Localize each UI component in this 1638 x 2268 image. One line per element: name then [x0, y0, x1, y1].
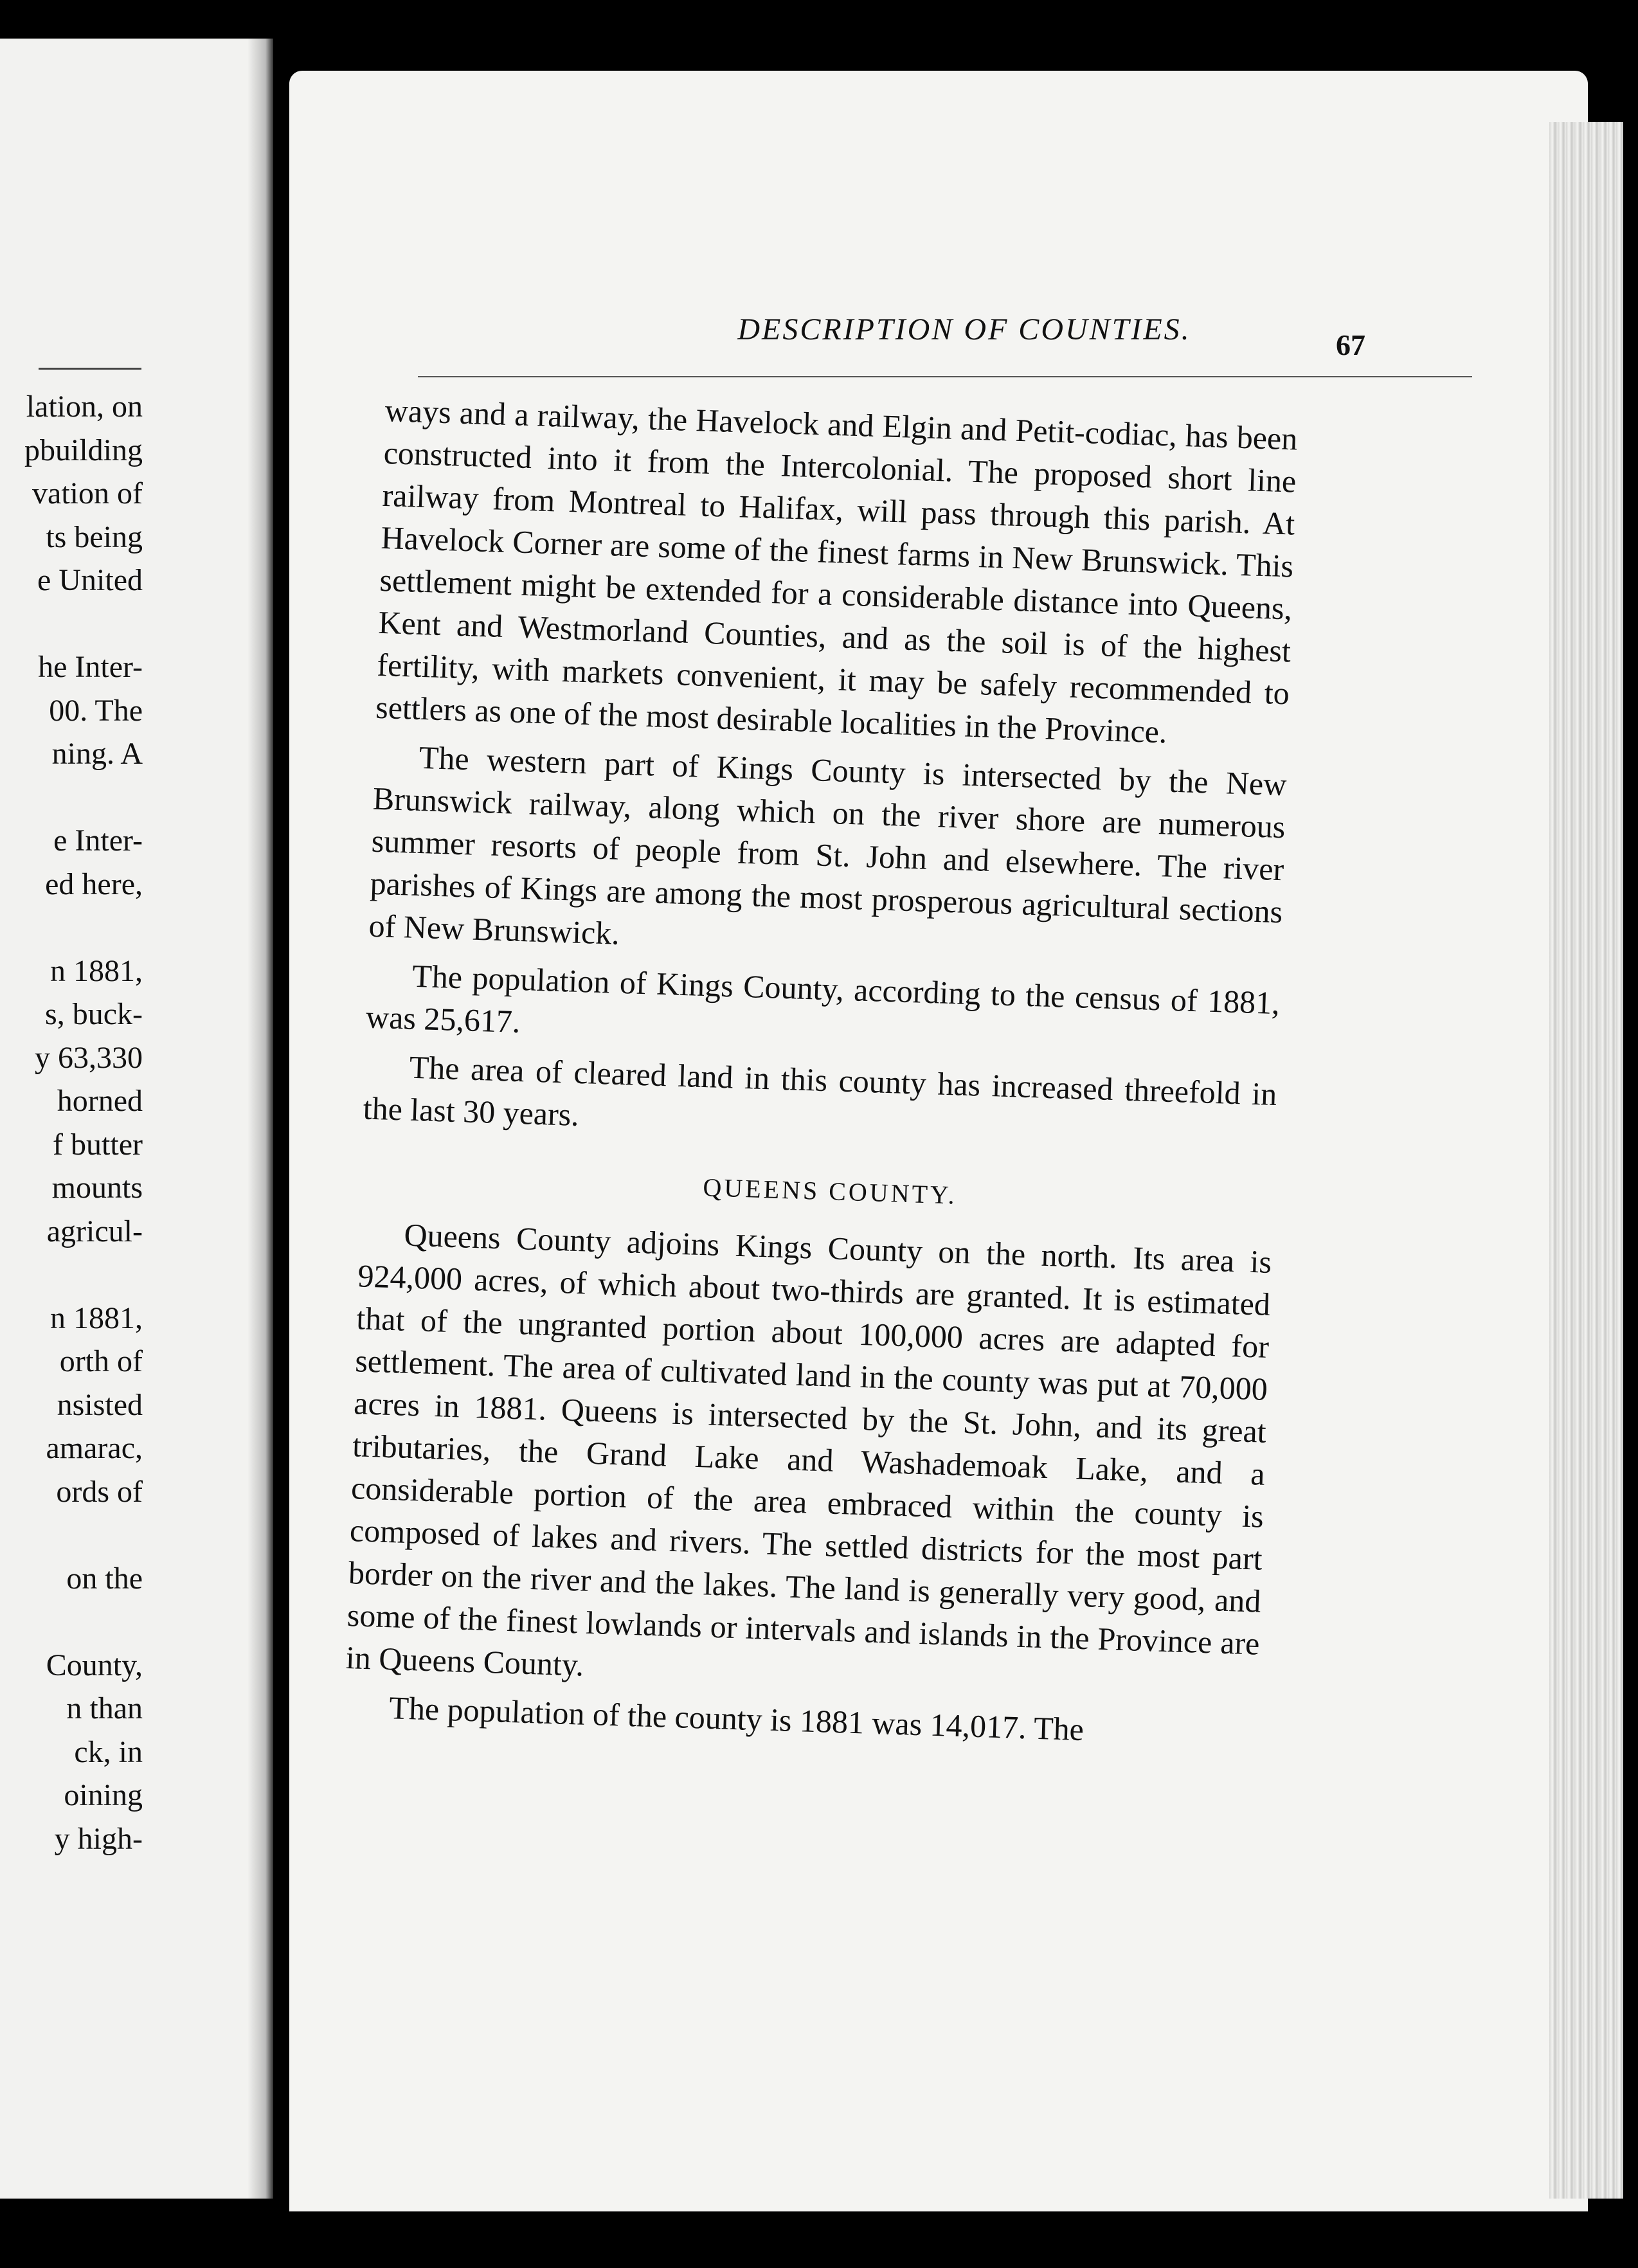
paragraph: The population of the county is 1881 was 14,017. The: [388, 1689, 1084, 1748]
left-page-line: vation of: [32, 476, 143, 510]
left-page-line: mounts: [51, 1171, 143, 1205]
left-page-line: 00. The: [49, 693, 143, 728]
left-page-line: lation, on: [26, 390, 143, 424]
left-page-rule: [39, 368, 141, 370]
left-page-line: n 1881,: [50, 1300, 143, 1335]
running-header: DESCRIPTION OF COUNTIES.: [737, 312, 1191, 346]
left-page-line: s, buck-: [45, 997, 143, 1031]
left-page-line: nsisted: [57, 1387, 143, 1422]
page-stack-edge: [1549, 122, 1623, 2199]
left-page-line: y 63,330: [35, 1040, 143, 1075]
left-page-line: amarac,: [46, 1431, 143, 1465]
left-page-line: orth of: [59, 1344, 143, 1378]
left-page-line: oining: [64, 1778, 143, 1812]
left-page-line: e Inter-: [53, 824, 143, 858]
paragraph: The population of Kings County, according to the census of 1881, was 25,617.: [365, 957, 1281, 1040]
left-page-line: ning. A: [51, 737, 143, 771]
paragraph: Queens County adjoins Kings County on the north. Its area is 924,000 acres, of which about two-thirds are granted. It is estimated that of the ungranted portion about 100,000 acres are adapted for settlement. The area of cultivated land in the county was put at 70,000 acres in 1881. Queens is intersected by the St. John, and its great tributaries, the Grand Lake and Washademoak Lake, and a considerable portion of the area embraced within the county is composed of lakes and rivers. The settled districts for the most part border on the river and the lakes. The land is generally very good, and some of the finest lowlands or intervals and islands in the Province are in Queens County.: [345, 1216, 1272, 1683]
paragraph: ways and a railway, the Havelock and Elgin and Petit-codiac, has been constructed into it from the Intercolonial. The proposed short line railway from Montreal to Halifax, will pass through this parish. At Havelock Corner are some of the finest farms in New Brunswick. This settlement might be extended for a considerable distance into Queens, Kent and Westmorland Counties, and as the soil is of the highest fertility, with markets convenient, it may be safely recommended to settlers as one of the most desirable localities in the Province.: [375, 392, 1299, 750]
left-page-line: n than: [66, 1691, 143, 1725]
book-gutter: [248, 39, 273, 2199]
left-page-line: horned: [57, 1084, 143, 1118]
left-page: [0, 39, 267, 2199]
left-page-line: pbuilding: [24, 433, 143, 467]
left-page-line: ck, in: [74, 1734, 143, 1769]
right-page: [289, 71, 1588, 2211]
left-page-line: e United: [37, 563, 143, 597]
left-page-line: y high-: [54, 1821, 143, 1856]
page-number: 67: [1336, 328, 1365, 361]
paragraph: The area of cleared land in this county has increased threefold in the last 30 years.: [362, 1048, 1278, 1133]
left-page-line: he Inter-: [38, 650, 143, 684]
left-page-line: County,: [46, 1648, 143, 1682]
paragraph: The western part of Kings County is intersected by the New Brunswick railway, along which on the river shore are numerous summer resorts of people from St. John and elsewhere. The river parishes of Kings are among the most prosperous agricultural sections of New Brunswick.: [368, 739, 1288, 951]
left-page-line: f butter: [53, 1127, 143, 1162]
left-page-line: agricul-: [46, 1214, 143, 1248]
left-page-line: on the: [66, 1561, 143, 1596]
left-page-line: n 1881,: [50, 953, 143, 988]
left-page-line: ed here,: [45, 867, 143, 901]
header-rule: [418, 376, 1472, 377]
left-page-line: ts being: [46, 519, 143, 554]
page-body: [344, 389, 1299, 1756]
section-heading: QUEENS COUNTY.: [702, 1173, 958, 1210]
left-page-line: ords of: [56, 1474, 143, 1509]
